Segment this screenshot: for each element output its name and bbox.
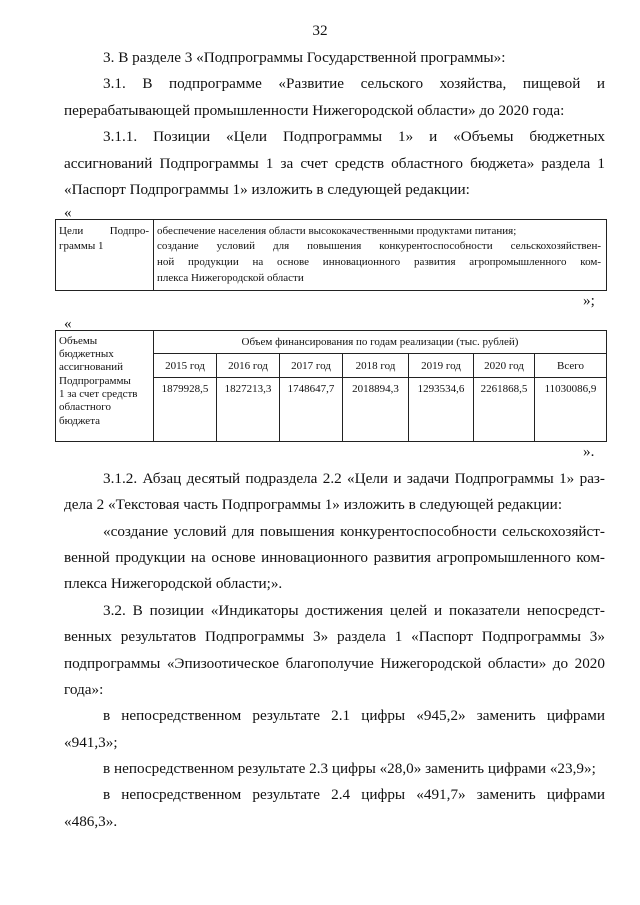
paragraph-3-1-2-line-2: дела 2 «Текстовая часть Подпрограммы 1» изложить в следующей редакции: xyxy=(64,496,563,513)
goals-label-line-2: граммы 1 xyxy=(59,240,104,252)
financing-label-line-5: 1 за счет средств xyxy=(59,388,138,400)
financing-label-line-7: бюджета xyxy=(59,415,101,427)
result-2-1-line-1: в непосредственном результате 2.1 цифры «945,2» заменить цифрами xyxy=(103,707,605,724)
result-2-4-line-2: «486,3». xyxy=(64,813,118,830)
paragraph-3-1-line-1: 3.1. В подпрограмме «Развитие сельского хозяйства, пищевой и xyxy=(103,75,605,92)
paragraph-3-1-1-line-2: ассигнований Подпрограммы 1 за счет средств областного бюджета» раздела 1 xyxy=(64,155,605,172)
financing-label-line-3: ассигнований xyxy=(59,361,124,373)
value-2015: 1879928,5 xyxy=(161,383,209,395)
quote-close-1: »; xyxy=(583,292,595,309)
result-2-1-line-2: «941,3»; xyxy=(64,734,118,751)
paragraph-3-2-line-1: 3.2. В позиции «Индикаторы достижения целей и показатели непосредст- xyxy=(103,602,605,619)
column-header-2020: 2020 год xyxy=(484,360,524,372)
result-2-4-line-1: в непосредственном результате 2.4 цифры «491,7» заменить цифрами xyxy=(103,786,605,803)
column-header-2018: 2018 год xyxy=(355,360,396,372)
quoted-text-line-2: венной продукции на основе инновационного развития агропромышленного ком- xyxy=(64,549,605,566)
paragraph-3-1-1-line-1: 3.1.1. Позиции «Цели Подпрограммы 1» и «Объемы бюджетных xyxy=(103,128,605,145)
goals-text-line-3: ной продукции на основе инновационного развития агропромышленного ком- xyxy=(157,256,601,268)
quote-close-2: ». xyxy=(583,443,595,460)
paragraph-3-2-line-4: года»: xyxy=(64,681,104,698)
column-header-2017: 2017 год xyxy=(291,360,331,372)
goals-text-line-4: плекса Нижегородской области xyxy=(157,272,304,284)
paragraph-section-3: 3. В разделе 3 «Подпрограммы Государственной программы»: xyxy=(103,49,506,66)
paragraph-3-1-1-line-3: «Паспорт Подпрограммы 1» изложить в следующей редакции: xyxy=(64,181,470,198)
paragraph-3-2-line-3: подпрограммы «Эпизоотическое благополучие Нижегородской области» до 2020 xyxy=(64,655,605,672)
goals-table xyxy=(55,219,607,291)
paragraph-3-1-line-2: перерабатывающей промышленности Нижегородской области» до 2020 года: xyxy=(64,102,565,119)
financing-label-line-4: Подпрограммы xyxy=(59,375,131,387)
financing-label-line-1: Объемы xyxy=(59,335,98,347)
financing-label-line-6: областного xyxy=(59,401,112,413)
value-2019: 1293534,6 xyxy=(417,383,465,395)
paragraph-3-1-2-line-1: 3.1.2. Абзац десятый подраздела 2.2 «Цели и задачи Подпрограммы 1» раз- xyxy=(103,470,605,487)
result-2-3: в непосредственном результате 2.3 цифры «28,0» заменить цифрами «23,9»; xyxy=(103,760,596,777)
value-2017: 1748647,7 xyxy=(287,383,335,395)
column-header-2019: 2019 год xyxy=(421,360,461,372)
quoted-text-line-3: плекса Нижегородской области;». xyxy=(64,575,283,592)
value-2018: 2018894,3 xyxy=(352,383,399,395)
quote-open-2: « xyxy=(64,315,72,332)
page-number: 32 xyxy=(312,22,328,39)
financing-table xyxy=(55,330,607,442)
value-2020: 2261868,5 xyxy=(480,383,528,395)
column-header-2016: 2016 год xyxy=(228,360,268,372)
paragraph-3-2-line-2: венных результатов Подпрограммы 3» раздела 1 «Паспорт Подпрограммы 3» xyxy=(64,628,605,645)
quoted-text-line-1: «создание условий для повышения конкурентоспособности сельскохозяйст- xyxy=(103,523,605,540)
financing-label-line-2: бюджетных xyxy=(59,348,114,360)
goals-label-line-1: Цели Подпро- xyxy=(59,225,149,237)
goals-text-line-1: обеспечение населения области высококачественными продуктами питания; xyxy=(157,225,517,237)
value-total: 11030086,9 xyxy=(544,383,597,395)
financing-header: Объем финансирования по годам реализации (тыс. рублей) xyxy=(241,336,519,348)
quote-open-1: « xyxy=(64,204,72,221)
column-header-2015: 2015 год xyxy=(165,360,205,372)
goals-text-line-2: создание условий для повышения конкурентоспособности сельскохозяйствен- xyxy=(157,240,601,252)
value-2016: 1827213,3 xyxy=(224,383,272,395)
column-header-total: Всего xyxy=(557,360,584,372)
